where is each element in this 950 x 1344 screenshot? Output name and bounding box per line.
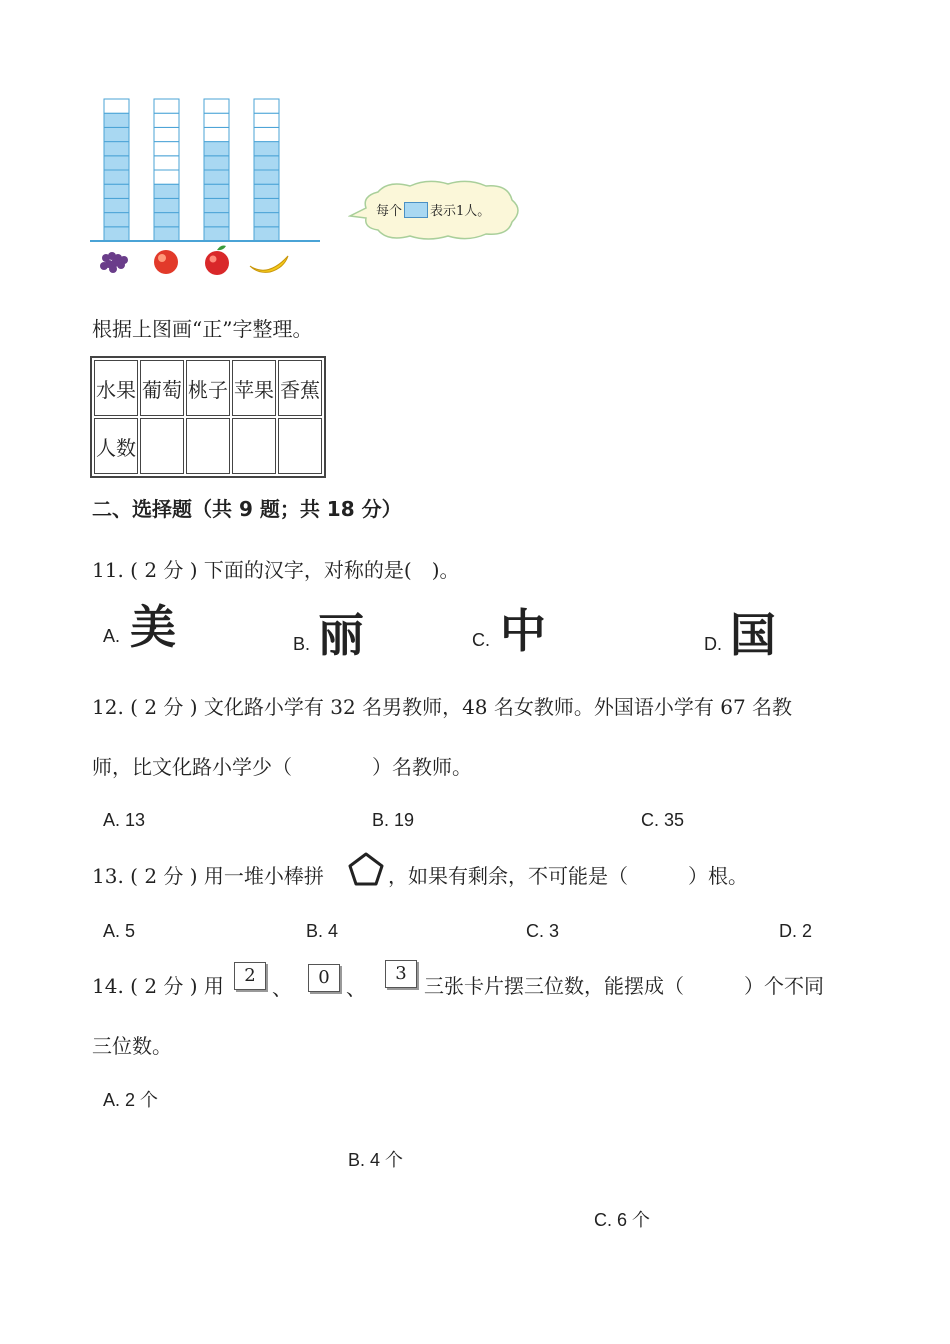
legend-text-2: 表示1人。 (430, 204, 491, 219)
q13-option-b[interactable]: B. 4 (306, 921, 339, 941)
number-card-0: 0 (308, 964, 340, 992)
filled-cell (104, 170, 129, 184)
option-label: A. (103, 626, 121, 646)
number-card-2: 2 (234, 962, 266, 990)
table-cell: 苹果 (232, 360, 276, 416)
empty-cell (254, 99, 279, 113)
q14-text-a: 14. ( 2 分 ) 用 (92, 974, 224, 998)
legend-bubble (348, 178, 523, 242)
filled-cell (104, 113, 129, 127)
table-row (94, 418, 322, 474)
filled-cell (204, 198, 229, 212)
grape-icon (100, 252, 128, 273)
answer-cell[interactable] (140, 418, 184, 474)
cell-chart-svg (88, 96, 324, 281)
q12-option-c[interactable]: C. 35 (641, 810, 685, 830)
option-char: 美 (130, 600, 177, 654)
option-char: 中 (500, 604, 546, 658)
filled-cell (254, 198, 279, 212)
filled-cell (104, 213, 129, 227)
q12-line1: 12. ( 2 分 ) 文化路小学有 32 名男教师，48 名女教师。外国语小学有 67 名教 (92, 695, 793, 719)
filled-cell (254, 213, 279, 227)
option-char: 丽 (318, 608, 365, 662)
option-label: B. (293, 634, 311, 654)
filled-cell (204, 184, 229, 198)
table-cell: 人数 (94, 418, 138, 474)
separator: 、 (272, 976, 292, 1000)
filled-cell (204, 142, 229, 156)
empty-cell (154, 142, 179, 156)
q13-option-a[interactable]: A. 5 (103, 921, 136, 941)
empty-cell (154, 127, 179, 141)
q14-line2: 三位数。 (92, 1034, 172, 1058)
instruction: 根据上图画“正”字整理。 (92, 317, 313, 341)
empty-cell (154, 113, 179, 127)
filled-cell (104, 142, 129, 156)
q14-option-b[interactable]: B. 4 个 (348, 1150, 404, 1170)
filled-cell (104, 156, 129, 170)
filled-cell (104, 127, 129, 141)
empty-cell (254, 127, 279, 141)
empty-cell (154, 170, 179, 184)
pentagon-icon (346, 850, 386, 894)
filled-cell (254, 184, 279, 198)
answer-cell[interactable] (186, 418, 230, 474)
filled-cell (204, 156, 229, 170)
table-cell: 葡萄 (140, 360, 184, 416)
q13-option-c[interactable]: C. 3 (526, 921, 560, 941)
q11-text: 11. ( 2 分 ) 下面的汉字，对称的是( )。 (92, 558, 460, 582)
empty-cell (204, 113, 229, 127)
q14-option-c[interactable]: C. 6 个 (594, 1210, 651, 1230)
empty-cell (154, 99, 179, 113)
q13-text-a: 13. ( 2 分 ) 用一堆小棒拼 (92, 864, 324, 888)
empty-cell (254, 113, 279, 127)
filled-cell (254, 142, 279, 156)
filled-cell (154, 184, 179, 198)
legend-text: 每个 (376, 204, 403, 219)
filled-cell (154, 213, 179, 227)
filled-cell (254, 227, 279, 241)
filled-cell (154, 227, 179, 241)
answer-cell[interactable] (232, 418, 276, 474)
filled-cell (204, 170, 229, 184)
filled-cell (254, 170, 279, 184)
option-char: 国 (730, 608, 776, 662)
number-card-3: 3 (385, 960, 417, 988)
q11-option-c[interactable] (472, 606, 546, 656)
q11-option-a[interactable] (103, 602, 176, 652)
separator: 、 (346, 976, 366, 1000)
filled-cell (254, 156, 279, 170)
q14-option-a[interactable]: A. 2 个 (103, 1090, 159, 1110)
table-cell: 水果 (94, 360, 138, 416)
q12-option-a[interactable]: A. 13 (103, 810, 146, 830)
q14-text-b: 三张卡片摆三位数，能摆成（ ）个不同 (424, 974, 824, 998)
empty-cell (204, 99, 229, 113)
empty-cell (204, 127, 229, 141)
q11-option-b[interactable] (293, 610, 364, 660)
answer-cell[interactable] (278, 418, 322, 474)
apple-icon (205, 246, 229, 276)
filled-cell (154, 198, 179, 212)
option-label: D. (704, 634, 722, 654)
legend-cell-icon (404, 202, 428, 218)
q12-line2: 师，比文化路小学少（ ）名教师。 (92, 755, 472, 779)
cell-chart (88, 96, 324, 281)
q13-text-b: ，如果有剩余，不可能是（ ）根。 (388, 864, 748, 888)
banana-icon (250, 256, 288, 272)
filled-cell (204, 213, 229, 227)
section-title: 二、选择题（共 9 题；共 18 分） (92, 497, 402, 521)
q12-option-b[interactable]: B. 19 (372, 810, 415, 830)
table-header-row (94, 360, 322, 416)
empty-cell (104, 99, 129, 113)
filled-cell (104, 184, 129, 198)
filled-cell (204, 227, 229, 241)
tally-table (90, 356, 326, 478)
option-label: C. (472, 630, 490, 650)
table-cell: 香蕉 (278, 360, 322, 416)
peach-icon (154, 250, 178, 274)
q11-option-d[interactable] (704, 610, 776, 660)
q13-option-d[interactable]: D. 2 (779, 921, 813, 941)
filled-cell (104, 198, 129, 212)
filled-cell (104, 227, 129, 241)
empty-cell (154, 156, 179, 170)
table-cell: 桃子 (186, 360, 230, 416)
